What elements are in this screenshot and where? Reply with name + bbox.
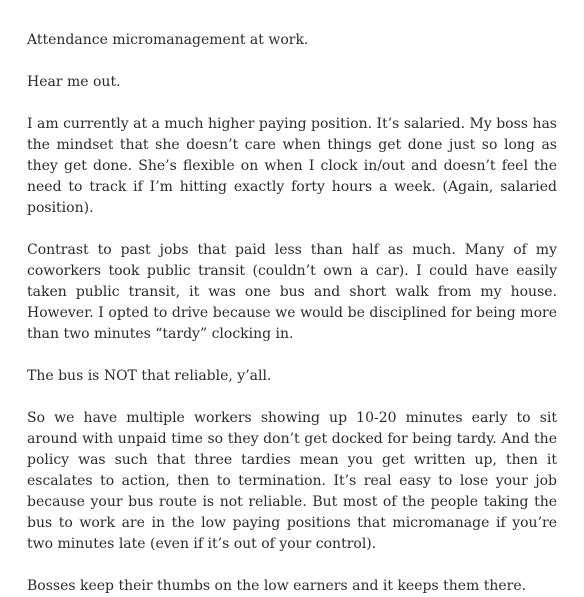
post-paragraph: The bus is NOT that reliable, y’all. — [27, 368, 272, 384]
post-paragraph: I am currently at a much higher paying position. It’s salaried. My boss has the mindset that she doesn’t care when things get done just so long as they get done. She’s flexible on when I clock in/out and doesn’t feel the need to track if I’m hitting exactly forty hours a week. (Again, salaried position). — [27, 116, 557, 216]
post-paragraph: So we have multiple workers showing up 10-20 minutes early to sit around with unpaid time so they don’t get docked for being tardy. And the policy was such that three tardies mean you get written up, then it escalates to action, then to termination. It’s real easy to lose your job because your bus route is not reliable. But most of the people taking the bus to work are in the low paying positions that micromanage if you’re two minutes late (even if it’s out of your control). — [27, 410, 557, 552]
post-paragraph: Bosses keep their thumbs on the low earners and it keeps them there. — [27, 578, 527, 594]
post-paragraph: Hear me out. — [27, 74, 121, 90]
post-paragraph: Contrast to past jobs that paid less than half as much. Many of my coworkers took public transit (couldn’t own a car). I could have easily taken public transit, it was one bus and short walk from my house. However. I opted to drive because we would be disciplined for being more than two minutes “tardy” clocking in. — [27, 242, 557, 342]
post-paragraph-title: Attendance micromanagement at work. — [27, 32, 309, 48]
